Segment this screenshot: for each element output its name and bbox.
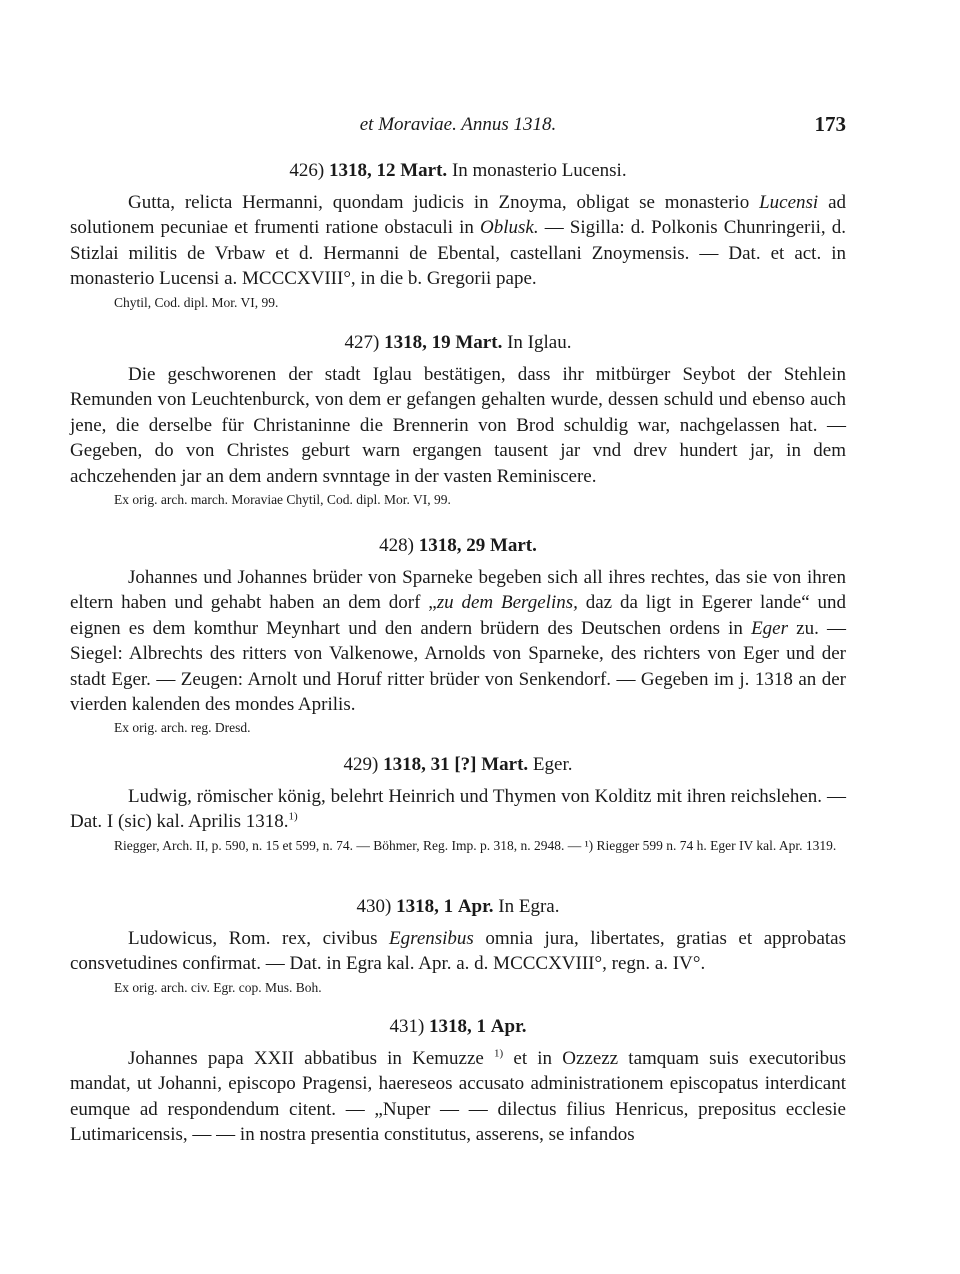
body-segment: Ludowicus, Rom. rex, civibus <box>128 928 390 949</box>
body-segment: et in Ozzezz tamquam suis executoribus mandat, ut Johanni, episcopo Pragensi, haereseos accusato administrationem episcopatus interdicant eumque ad respondendum citent. — „Nuper — — dilectus filius Henricus, prepositus ecclesie Lutimaricensis, — — in nostra presentia constitutus, asserens, se infandos <box>70 1048 846 1146</box>
running-title: et Moraviae. Annus 1318. <box>359 114 557 135</box>
body-segment: Gutta, relicta Hermanni, quondam judicis in Znoyma, obligat se monasterio <box>128 192 760 213</box>
body-segment: — Sigilla: d. Polkonis Chunringerii, d. Stizlai militis de Vrbaw et d. Hermanni de Ebental, castellani Znoymensis. — Dat. et act. in monasterio Lucensi a. MCCCXVIII°, in die b. Gregorii pape. <box>70 217 847 290</box>
entry-body <box>70 1046 846 1148</box>
body-segment: Die geschworenen der stadt Iglau bestätigen, dass ihr mitbürger Seybot der Stehlein Remunden von Leuchtenburck, von dem er gefangen gehalten wurde, dessen schuld und ebenso auch jene, die derselbe für Christaninne die Brennerin von Brod schuldig war, nachgelassen hat. — Gegeben, do von Christes geburt warn ergangen tausent jar vnd drev hundert jar, in dem achczehenden jar an dem andern svnntage in der vasten Reminiscere. <box>70 364 846 487</box>
italic-text: Lucensi <box>759 192 819 213</box>
body-segment: Johannes und Johannes brüder von Sparneke begeben sich all ihres rechtes, das sie von ihren eltern haben und gehabt haben an dem dorf „ <box>70 567 846 614</box>
page-number: 173 <box>814 112 846 136</box>
entry-source: Riegger, Arch. II, p. 590, n. 15 et 599, n. 74. — Böhmer, Reg. Imp. p. 318, n. 2948. — ¹) Riegger 599 n. 74 h. Eger IV kal. Apr. 1319. <box>114 837 837 853</box>
body-segment: ad solutionem pecuniae et frumenti ratione obstaculi in <box>70 192 847 239</box>
entry-heading: 430) 1318, 1 Apr. In Egra. <box>356 896 560 917</box>
entry-body <box>70 190 846 292</box>
entry-body <box>70 926 846 977</box>
entry-heading: 427) 1318, 19 Mart. In Iglau. <box>344 332 572 353</box>
italic-text: Eger <box>751 617 789 639</box>
entry-source: Chytil, Cod. dipl. Mor. VI, 99. <box>114 294 279 310</box>
entry-source: Ex orig. arch. march. Moraviae Chytil, Cod. dipl. Mor. VI, 99. <box>114 492 451 508</box>
body-segment: daz da ligt in Egerer lande“ und eignen es dem komthur Meynhart und den andern brüdern des Deutschen ordens in <box>70 592 846 639</box>
running-header <box>70 114 846 142</box>
entry-heading: 426) 1318, 12 Mart. In monasterio Lucensi. <box>289 160 627 181</box>
entry-428 <box>70 533 846 739</box>
body-segment: Ludwig, römischer könig, belehrt Heinrich und Thymen von Kolditz mit ihren reichslehen. — Dat. I (sic) kal. Aprilis 1318. <box>70 786 846 833</box>
italic-text: Egrensibus <box>389 928 474 949</box>
entry-heading: 428) 1318, 29 Mart. <box>379 535 537 556</box>
entry-427 <box>70 330 846 511</box>
entry-body <box>70 565 846 717</box>
body-segment: omnia jura, libertates, gratias et approbatas consvetudines confirmat. — Dat. in Egra kal. Apr. a. d. MCCCXVIII°, regn. a. IV°. <box>70 928 847 975</box>
body-segment: Johannes papa XXII abbatibus in Kemuzze <box>128 1048 495 1069</box>
entry-429 <box>70 752 846 857</box>
footnote-mark: 1) <box>494 1047 504 1060</box>
entry-body <box>70 362 846 489</box>
entry-430 <box>70 894 846 999</box>
entry-426 <box>70 158 846 314</box>
entry-source: Ex orig. arch. reg. Dresd. <box>114 720 251 736</box>
entry-heading: 429) 1318, 31 [?] Mart. Eger. <box>343 754 573 775</box>
footnote-mark: 1) <box>288 811 298 824</box>
entry-431 <box>70 1014 846 1148</box>
body-segment: zu. — Siegel: Albrechts des ritters von Valkenowe, Arnolds von Sparneke, des richters von Eger und der stadt Eger. — Zeugen: Arnolt und Horuf ritter brüder von Senkendorf. — Gegeben im j. 1318 an der vierden kalenden des mondes Aprilis. <box>70 617 847 716</box>
entry-body <box>70 784 846 835</box>
italic-text: Oblusk. <box>480 217 539 239</box>
entry-source: Ex orig. arch. civ. Egr. cop. Mus. Boh. <box>114 979 322 995</box>
italic-text: zu dem Bergelins, <box>436 592 578 614</box>
entry-heading: 431) 1318, 1 Apr. <box>389 1016 527 1037</box>
